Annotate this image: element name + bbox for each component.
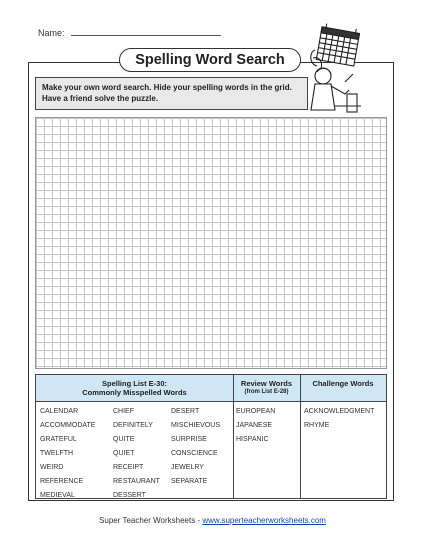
word-item: ACCOMMODATE <box>40 422 96 429</box>
word-item: DESERT <box>171 408 200 415</box>
spelling-list-title: Spelling List E-30: <box>101 379 167 388</box>
word-item: CALENDAR <box>40 408 79 415</box>
review-words-list <box>236 405 275 447</box>
calendar-clipart-icon <box>305 22 367 114</box>
word-item: DESSERT <box>113 492 146 499</box>
word-item: MISCHIEVOUS <box>171 422 221 429</box>
word-item: SURPRISE <box>171 436 207 443</box>
spelling-words-col-3 <box>171 405 220 489</box>
instructions-box: Make your own word search. Hide your spelling words in the grid. Have a friend solve the puzzle. <box>35 77 308 110</box>
word-item: RESTAURANT <box>113 478 160 485</box>
word-item: HISPANIC <box>236 436 269 443</box>
word-item: JAPANESE <box>236 422 273 429</box>
name-label: Name: <box>38 28 65 38</box>
word-item: ACKNOWLEDGMENT <box>304 408 375 415</box>
spelling-list-subtitle: Commonly Misspelled Words <box>82 388 187 397</box>
column-divider <box>233 375 234 498</box>
word-item: WEIRD <box>40 464 64 471</box>
page-footer <box>0 516 425 525</box>
word-item: CONSCIENCE <box>171 450 218 457</box>
column-divider <box>300 375 301 498</box>
word-item: TWELFTH <box>40 450 74 457</box>
word-item: QUIET <box>113 450 135 457</box>
spelling-words-col-1 <box>40 405 95 503</box>
review-words-header <box>233 375 300 402</box>
word-item: DEFINITELY <box>113 422 153 429</box>
footer-website-link[interactable]: www.superteacherworksheets.com <box>202 516 326 525</box>
name-field[interactable] <box>71 27 221 36</box>
name-row <box>38 27 221 38</box>
challenge-words-list <box>304 405 374 433</box>
word-item: CHIEF <box>113 408 134 415</box>
word-item: REFERENCE <box>40 478 84 485</box>
spelling-list-header <box>36 375 233 402</box>
word-item: QUITE <box>113 436 135 443</box>
word-item: GRATEFUL <box>40 436 77 443</box>
spelling-words-col-2 <box>113 405 160 503</box>
word-list-table <box>35 374 387 499</box>
word-search-grid[interactable] <box>35 117 387 369</box>
word-item: SEPARATE <box>171 478 208 485</box>
word-item: MEDIEVAL <box>40 492 75 499</box>
word-item: RHYME <box>304 422 330 429</box>
review-words-subtitle: (from List E-28) <box>244 389 289 395</box>
review-words-title: Review Words <box>240 379 293 388</box>
footer-brand: Super Teacher Worksheets <box>99 516 196 525</box>
page-title: Spelling Word Search <box>119 48 301 72</box>
word-item: EUROPEAN <box>236 408 276 415</box>
footer-separator: - <box>195 516 203 525</box>
challenge-words-title: Challenge Words <box>312 379 374 388</box>
word-item: JEWELRY <box>171 464 204 471</box>
word-item: RECEIPT <box>113 464 144 471</box>
challenge-words-header <box>300 375 386 402</box>
